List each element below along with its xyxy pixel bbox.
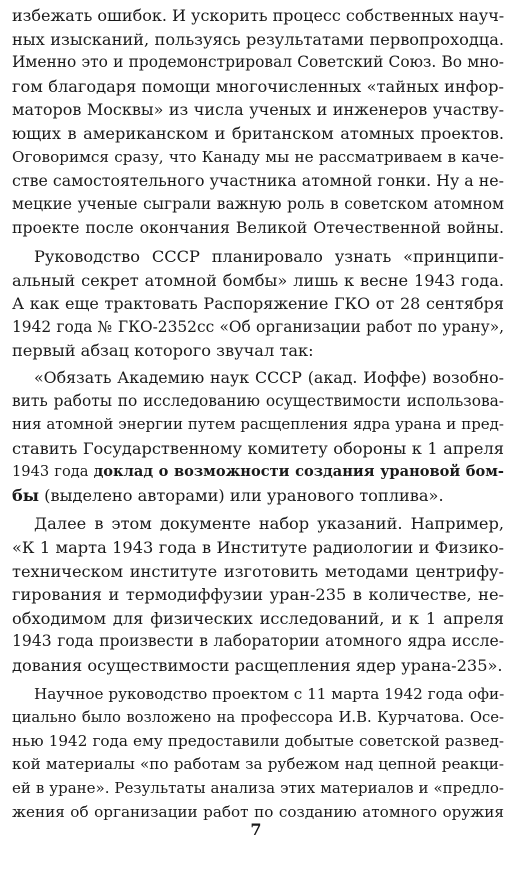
text-line: «К 1 марта 1943 года в Институте радиологии и Физико- bbox=[12, 538, 504, 558]
paragraph-quote bbox=[12, 366, 504, 508]
text-line: «Обязать Академию наук СССР (акад. Иоффе) возобно- bbox=[34, 367, 504, 387]
text-line: ей в уране». Результаты анализа этих материалов и «предло- bbox=[12, 779, 504, 797]
text-line: Далее в этом документе набор указаний. Например, bbox=[34, 514, 504, 534]
text-line: техническом институте изготовить методами центрифу- bbox=[12, 561, 504, 581]
text-line: дования осуществимости расщепления ядер урана-235». bbox=[12, 656, 503, 676]
text-line: циально было возложено на профессора И.В. Курчатова. Осе- bbox=[12, 709, 504, 727]
body-text bbox=[12, 4, 504, 824]
text-line: ния атомной энергии путем расщепления ядра урана и пред- bbox=[12, 415, 504, 434]
text-line: кой материалы «по работам за рубежом над цепной реакци- bbox=[12, 755, 504, 774]
text-line bbox=[12, 484, 504, 508]
text-line: 1943 года произвести в лаборатории атомного ядра иссле- bbox=[12, 632, 504, 651]
text-line: обходимом для физических исследований, и к 1 апреля bbox=[12, 608, 504, 628]
text-line: ющих в американском и британском атомных проектов. bbox=[12, 123, 504, 143]
text-line: альный секрет атомной бомбы» лишь к весне 1943 года. bbox=[12, 270, 504, 290]
text-line: вить работы по исследованию осуществимости использова- bbox=[12, 391, 504, 410]
text-line: ных изысканий, пользуясь результатами первопроходца. bbox=[12, 29, 504, 49]
text-line: Руководство СССР планировало узнать «принципи- bbox=[34, 246, 504, 266]
emphasized-text: доклад о возможности создания урановой бом- bbox=[93, 463, 504, 481]
text-line: проекте после окончания Великой Отечественной войны. bbox=[12, 218, 504, 238]
emphasized-text: бы bbox=[12, 485, 40, 505]
text-line: Именно это и продемонстрировал Советский Союз. Во мно- bbox=[12, 53, 504, 72]
paragraph-2 bbox=[12, 245, 504, 363]
text-line: гирования и термодиффузии уран-235 в количестве, не- bbox=[12, 585, 504, 605]
text-line: мецкие ученые сыграли важную роль в советском атомном bbox=[12, 194, 504, 213]
text-line: избежать ошибок. И ускорить процесс собственных науч- bbox=[12, 6, 505, 25]
text-line: гом благодаря помощи многочисленных «тайных инфор- bbox=[12, 76, 504, 96]
text-line: нью 1942 года ему предоставили добытые советской развед- bbox=[12, 731, 504, 750]
text-line bbox=[12, 460, 504, 484]
text-line: жения об организации работ по созданию атомного оружия bbox=[12, 802, 504, 821]
text-line: стве самостоятельного участника атомной гонки. Ну а не- bbox=[12, 171, 504, 191]
text-fragment: (выделено авторами) или уранового топлива». bbox=[39, 485, 444, 505]
text-line: первый абзац которого звучал так: bbox=[12, 341, 314, 361]
text-line: Оговоримся сразу, что Канаду мы не рассматриваем в каче- bbox=[12, 147, 504, 166]
paragraph-4 bbox=[12, 683, 504, 825]
text-line: ставить Государственному комитету обороны к 1 апреля bbox=[12, 438, 504, 458]
paragraph-1 bbox=[12, 4, 504, 240]
text-fragment: 1943 года bbox=[12, 463, 94, 481]
paragraph-3 bbox=[12, 512, 504, 677]
text-line: А как еще трактовать Распоряжение ГКО от 28 сентября bbox=[12, 294, 504, 314]
page-number: 7 bbox=[250, 820, 262, 839]
text-line: маторов Москвы» из числа ученых и инженеров участву- bbox=[12, 100, 504, 120]
text-line: Научное руководство проектом с 11 марта 1942 года офи- bbox=[34, 684, 505, 703]
text-line: 1942 года № ГКО-2352сс «Об организации работ по урану», bbox=[12, 317, 504, 336]
